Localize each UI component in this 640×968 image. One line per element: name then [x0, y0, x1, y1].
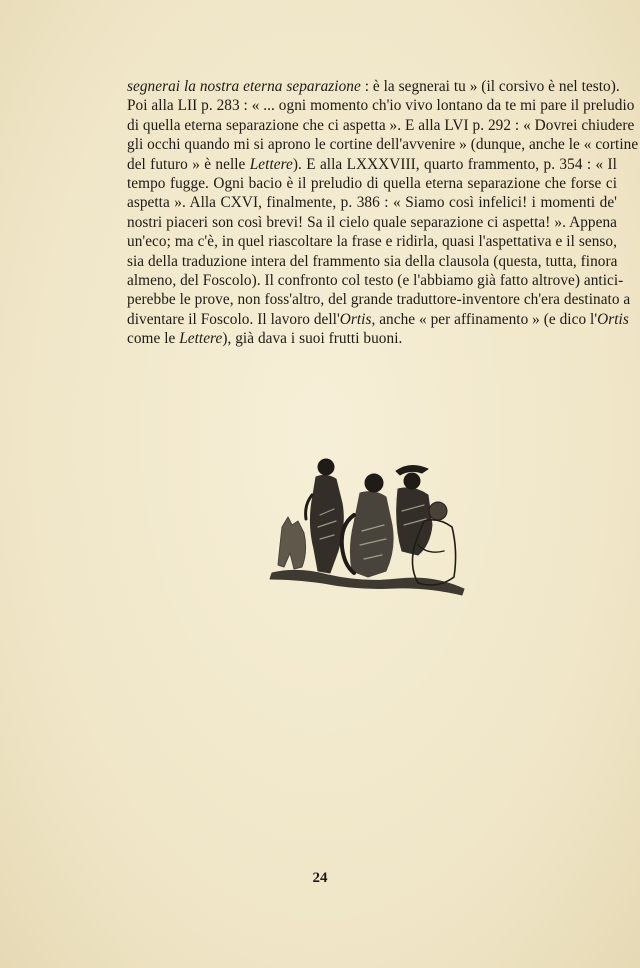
text-line: [127, 310, 629, 329]
text-line: [127, 174, 617, 193]
text-line: [127, 213, 617, 232]
italic-text-segment: segnerai la nostra eterna separazione: [127, 78, 361, 95]
text-segment: tempo fugge. Ogni bacio è il preludio di quella eterna separazione che forse ci: [127, 175, 617, 193]
italic-text-segment: Lettere: [249, 155, 293, 173]
text-line: [127, 116, 635, 135]
text-segment: , anche « per affinamento » (e dico l': [371, 310, 598, 328]
text-segment: del futuro » è nelle: [127, 155, 250, 173]
text-line: [127, 271, 624, 290]
text-line: [127, 232, 617, 251]
text-line: [127, 135, 639, 154]
text-segment: ). E alla LXXXVIII, quarto frammento, p. 354 : « Il: [292, 155, 617, 173]
text-line: [127, 96, 635, 115]
text-segment: come le: [127, 330, 180, 348]
text-segment: nostri piaceri son così brevi! Sa il cielo quale separazione ci aspetta! ». Appena: [127, 213, 617, 231]
text-segment: sia della traduzione intera del frammento sia della clausola (questa, tutta, finora: [127, 252, 618, 270]
text-segment: almeno, del Foscolo). Il confronto col testo (e l'abbiamo già fatto altrove) antici-: [127, 272, 624, 290]
text-segment: un'eco; ma c'è, in quel riascoltare la frase e ridirla, quasi l'aspettativa e il senso,: [127, 233, 617, 251]
page-number: 24: [312, 870, 328, 886]
text-line: [127, 329, 617, 348]
italic-text-segment: Ortis: [339, 310, 372, 328]
text-line: [127, 290, 631, 309]
text-segment: perebbe le prove, non foss'altro, del grande traduttore-inventore ch'era destinato a: [127, 291, 631, 309]
figures-engraving-icon: [268, 455, 468, 600]
body-text: [127, 77, 639, 349]
text-segment: diventare il Foscolo. Il lavoro dell': [127, 310, 340, 328]
text-segment: Poi alla LII p. 283 : « ... ogni momento ch'io vivo lontano da te mi pare il preludio: [127, 97, 635, 115]
italic-text-segment: Ortis: [597, 310, 629, 328]
text-segment: ), già dava i suoi frutti buoni.: [222, 330, 403, 348]
text-line: [127, 77, 620, 96]
text-segment: aspetta ». Alla CXVI, finalmente, p. 386 : « Siamo così infelici! i momenti de': [127, 194, 617, 212]
text-line: [127, 252, 617, 271]
text-line: [127, 193, 617, 212]
text-segment: : è la segnerai tu » (il corsivo è nel testo).: [360, 78, 620, 95]
italic-text-segment: Lettere: [179, 330, 223, 348]
text-line: [127, 155, 617, 174]
text-segment: gli occhi quando mi si aprono le cortine dell'avvenire » (dunque, anche le « cortine: [127, 136, 639, 154]
text-segment: di quella eterna separazione che ci aspetta ». E alla LVI p. 292 : « Dovrei chiudere: [127, 116, 635, 134]
